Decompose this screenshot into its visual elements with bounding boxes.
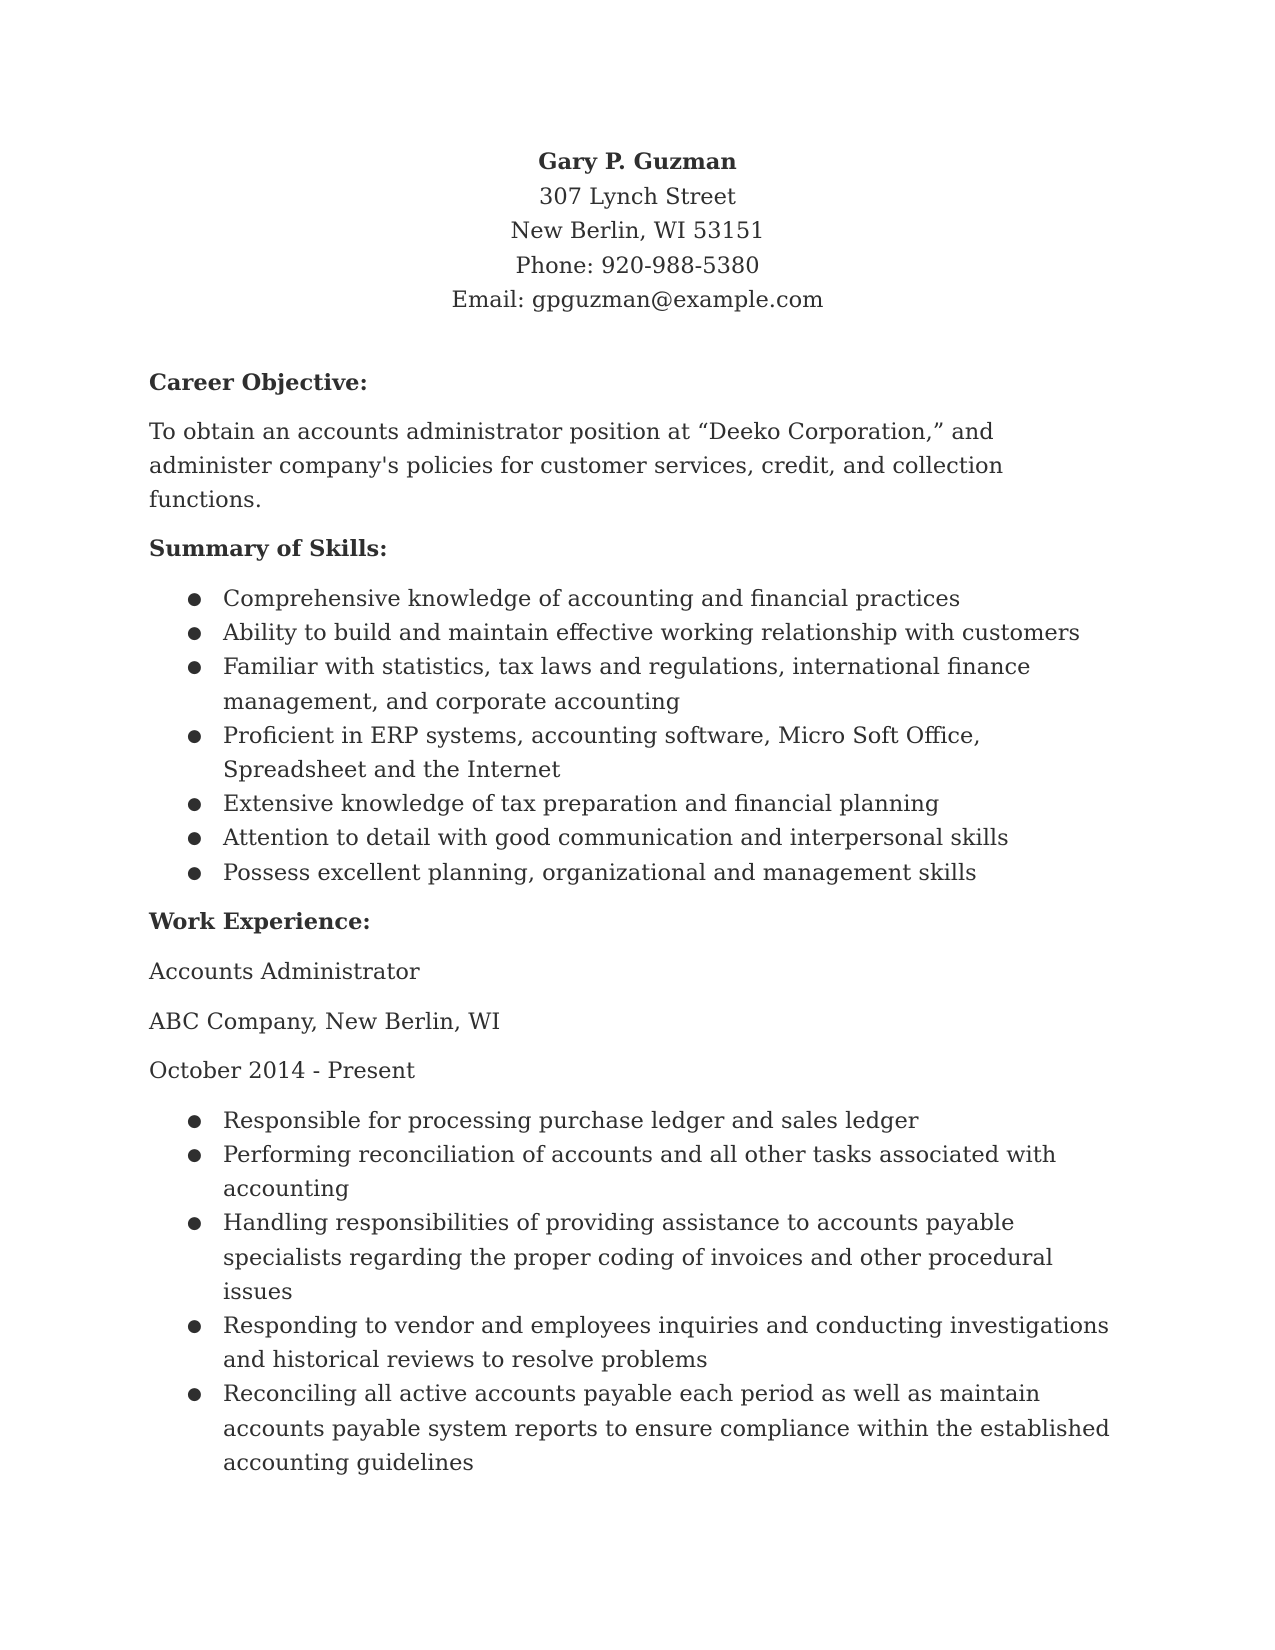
phone-number: Phone: 920-988-5380 (515, 252, 760, 279)
skill-text: Attention to detail with good communication and interpersonal skills (223, 825, 1009, 852)
work-experience-heading: Work Experience: (149, 908, 371, 935)
skill-item (149, 856, 1114, 890)
skills-list (149, 582, 1114, 890)
duty-text: Responding to vendor and employees inquiries and conducting investigations and historical reviews to resolve problems (223, 1313, 1110, 1374)
skill-text: Possess excellent planning, organizational and management skills (223, 859, 977, 886)
job-title: Accounts Administrator (149, 958, 420, 985)
bullet-icon: ● (187, 657, 202, 678)
skill-text: Extensive knowledge of tax preparation and financial planning (223, 791, 940, 818)
skill-item (149, 650, 1114, 718)
bullet-icon: ● (187, 828, 202, 849)
city-state-zip: New Berlin, WI 53151 (510, 218, 765, 244)
skill-item (149, 821, 1114, 855)
resume-body (149, 366, 1114, 1480)
duty-item (149, 1377, 1114, 1480)
company-location: ABC Company, New Berlin, WI (149, 1008, 501, 1035)
bullet-icon: ● (187, 725, 202, 746)
employment-dates: October 2014 - Present (149, 1057, 416, 1084)
skill-item (149, 616, 1114, 650)
duty-item (149, 1104, 1114, 1138)
skill-item (149, 719, 1114, 787)
skill-text: Proficient in ERP systems, accounting software, Micro Soft Office, Spreadsheet and the Internet (223, 722, 981, 784)
skill-item (149, 582, 1114, 616)
bullet-icon: ● (187, 623, 202, 644)
bullet-icon: ● (187, 1316, 202, 1337)
duty-text: Reconciling all active accounts payable each period as well as maintain accounts payable system reports to ensure compliance within the established accounting guidelines (223, 1381, 1110, 1476)
duty-text: Handling responsibilities of providing assistance to accounts payable specialists regarding the proper coding of invoices and other procedural issues (223, 1210, 1053, 1305)
duty-item (149, 1138, 1114, 1206)
contact-header (0, 145, 1275, 318)
duty-text: Responsible for processing purchase ledger and sales ledger (223, 1107, 919, 1134)
bullet-icon: ● (187, 1145, 202, 1166)
applicant-name: Gary P. Guzman (538, 149, 737, 175)
skills-heading: Summary of Skills: (149, 536, 388, 562)
bullet-icon: ● (187, 1213, 202, 1234)
skill-text: Comprehensive knowledge of accounting and financial practices (223, 586, 961, 612)
career-objective-heading: Career Objective: (149, 370, 368, 396)
bullet-icon: ● (187, 589, 202, 609)
duty-text: Performing reconciliation of accounts and all other tasks associated with accounting (223, 1142, 1057, 1203)
duties-list (149, 1104, 1114, 1480)
duty-item (149, 1309, 1114, 1377)
duty-item (149, 1206, 1114, 1309)
career-objective-text: To obtain an accounts administrator position at “Deeko Corporation,” and administer company's policies for customer services, credit, and collection functions. (149, 419, 1004, 513)
street-address: 307 Lynch Street (539, 183, 736, 210)
skill-item (149, 787, 1114, 821)
bullet-icon: ● (187, 862, 202, 883)
skill-text: Ability to build and maintain effective working relationship with customers (223, 620, 1081, 647)
bullet-icon: ● (187, 1110, 202, 1131)
skill-text: Familiar with statistics, tax laws and regulations, international finance management, and corporate accounting (223, 654, 1031, 715)
bullet-icon: ● (187, 1384, 202, 1405)
bullet-icon: ● (187, 794, 202, 815)
email-address: Email: gpguzman@example.com (451, 287, 824, 313)
